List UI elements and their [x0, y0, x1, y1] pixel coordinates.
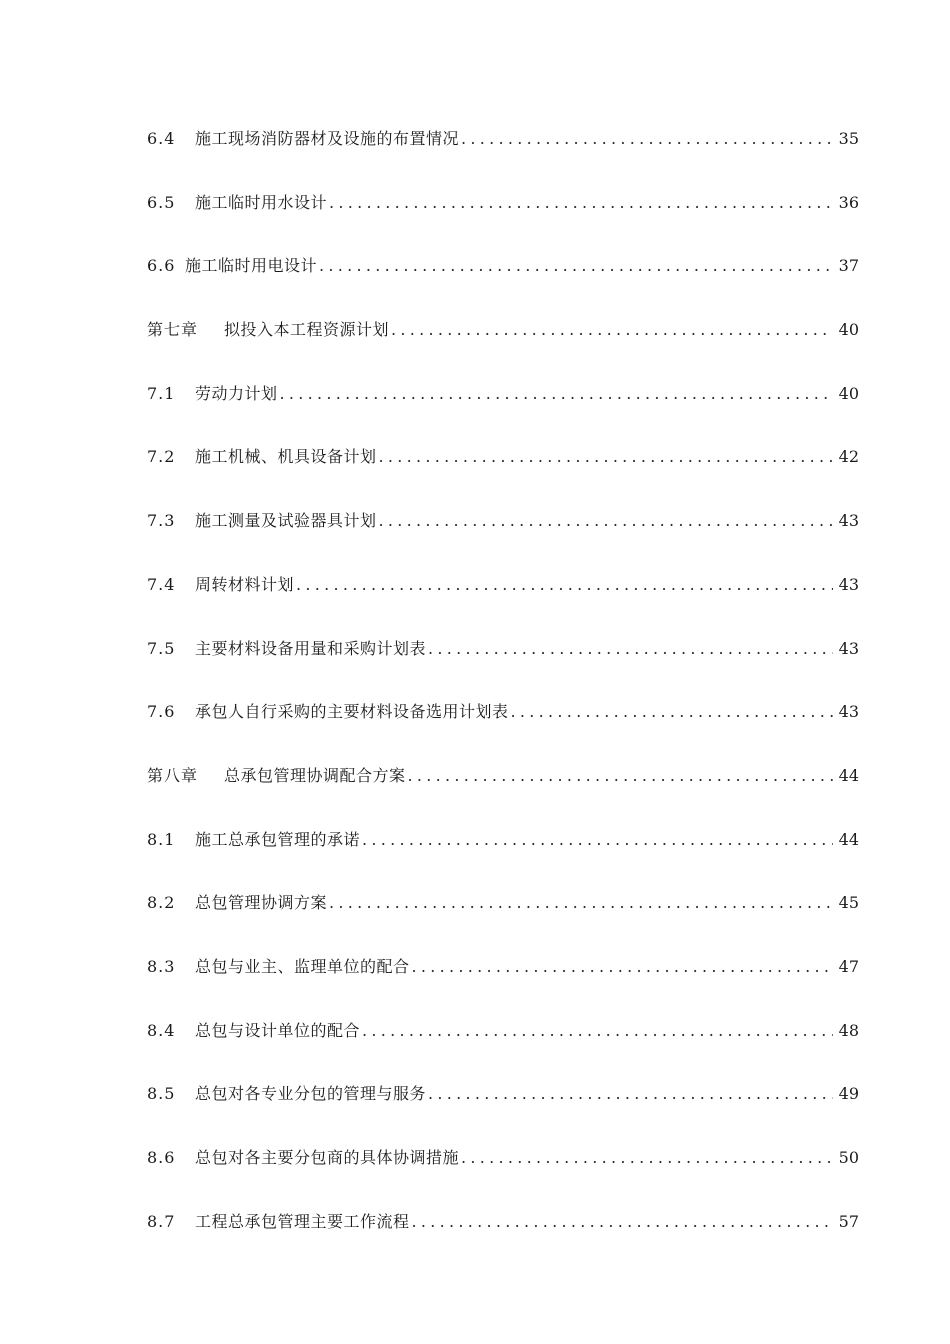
toc-dot-leader: [391, 314, 833, 346]
toc-entry-number: 8.3: [147, 956, 176, 976]
toc-dot-leader: [329, 187, 833, 219]
toc-entry-title: 总包对各主要分包商的具体协调措施: [195, 1148, 460, 1167]
toc-entry[interactable]: [147, 378, 859, 442]
toc-entry-page: 44: [838, 765, 859, 785]
toc-entry-title: 施工总承包管理的承诺: [195, 829, 361, 849]
toc-chapter-entry[interactable]: [147, 314, 859, 378]
toc-entry[interactable]: [147, 1015, 859, 1079]
toc-dot-leader: [408, 760, 833, 792]
toc-dot-leader: [362, 1015, 833, 1047]
toc-entry-number: 7.6: [147, 702, 176, 722]
toc-entry-page: 43: [838, 574, 859, 594]
toc-entry-title: 总包管理协调方案: [195, 893, 328, 913]
toc-entry[interactable]: [147, 505, 859, 569]
toc-entry-title: 主要材料设备用量和采购计划表: [195, 638, 427, 658]
toc-entry-page: 57: [838, 1211, 859, 1231]
toc-entry-title: 总包与设计单位的配合: [195, 1020, 361, 1040]
table-of-contents: [147, 123, 859, 1269]
toc-chapter-title: 总承包管理协调配合方案: [224, 765, 406, 785]
toc-entry-title: 施工临时用水设计: [195, 192, 328, 212]
toc-entry-number: 6.5: [147, 192, 176, 212]
toc-entry[interactable]: [147, 123, 859, 187]
toc-dot-leader: [319, 250, 833, 282]
toc-entry-page: 43: [838, 638, 859, 658]
toc-entry-number: 8.7: [147, 1211, 176, 1231]
toc-entry-title: 施工现场消防器材及设施的布置情况: [195, 129, 460, 148]
toc-entry-title: 施工机械、机具设备计划: [195, 447, 377, 467]
toc-dot-leader: [511, 696, 833, 728]
toc-entry-page: 50: [838, 1148, 859, 1167]
toc-entry[interactable]: [147, 824, 859, 888]
toc-entry[interactable]: [147, 887, 859, 951]
toc-entry[interactable]: [147, 1078, 859, 1142]
toc-chapter-number: 第七章: [147, 320, 199, 340]
toc-dot-leader: [362, 824, 833, 856]
toc-entry-page: 49: [838, 1084, 859, 1104]
toc-entry-number: 6.6: [147, 256, 176, 276]
toc-dot-leader: [428, 1078, 833, 1110]
toc-entry-page: 36: [838, 192, 859, 212]
toc-entry-title: 施工临时用电设计: [185, 256, 318, 276]
toc-entry[interactable]: [147, 441, 859, 505]
toc-dot-leader: [461, 123, 833, 155]
toc-entry-page: 44: [838, 829, 859, 849]
toc-entry-number: 7.3: [147, 511, 176, 531]
toc-entry-number: 8.4: [147, 1020, 176, 1040]
toc-entry-number: 8.1: [147, 829, 176, 849]
toc-entry-page: 42: [838, 447, 859, 467]
toc-entry[interactable]: [147, 187, 859, 251]
toc-entry-number: 7.1: [147, 383, 176, 403]
toc-entry[interactable]: [147, 633, 859, 697]
toc-dot-leader: [428, 633, 833, 665]
toc-entry[interactable]: [147, 569, 859, 633]
toc-entry[interactable]: [147, 696, 859, 760]
toc-entry-page: 37: [838, 256, 859, 276]
toc-entry-title: 总包与业主、监理单位的配合: [195, 956, 410, 976]
toc-entry-number: 6.4: [147, 129, 176, 148]
toc-chapter-title: 拟投入本工程资源计划: [224, 320, 390, 340]
toc-entry[interactable]: [147, 250, 859, 314]
toc-chapter-entry[interactable]: [147, 760, 859, 824]
toc-dot-leader: [412, 1206, 833, 1238]
toc-entry-number: 7.2: [147, 447, 176, 467]
toc-entry-number: 8.2: [147, 893, 176, 913]
toc-entry-title: 施工测量及试验器具计划: [195, 511, 377, 531]
toc-dot-leader: [296, 569, 833, 601]
toc-dot-leader: [329, 887, 833, 919]
toc-entry[interactable]: [147, 951, 859, 1015]
toc-dot-leader: [412, 951, 833, 983]
toc-entry-page: 40: [838, 383, 859, 403]
toc-entry-title: 周转材料计划: [195, 574, 295, 594]
toc-entry-title: 承包人自行采购的主要材料设备选用计划表: [195, 702, 509, 722]
toc-entry-page: 35: [838, 129, 859, 148]
toc-entry-number: 8.5: [147, 1084, 176, 1104]
toc-entry-page: 48: [838, 1020, 859, 1040]
toc-entry-number: 7.4: [147, 574, 176, 594]
toc-entry-number: 8.6: [147, 1148, 176, 1167]
toc-entry-page: 40: [838, 320, 859, 340]
toc-entry-title: 劳动力计划: [195, 383, 278, 403]
toc-entry-title: 总包对各专业分包的管理与服务: [195, 1084, 427, 1104]
toc-entry-number: 7.5: [147, 638, 176, 658]
toc-chapter-number: 第八章: [147, 765, 199, 785]
toc-dot-leader: [379, 441, 833, 473]
toc-entry-page: 45: [838, 893, 859, 913]
toc-entry-page: 47: [838, 956, 859, 976]
toc-dot-leader: [461, 1142, 833, 1174]
toc-entry-page: 43: [838, 702, 859, 722]
toc-entry[interactable]: [147, 1142, 859, 1206]
toc-entry-page: 43: [838, 511, 859, 531]
toc-entry-title: 工程总承包管理主要工作流程: [195, 1211, 410, 1231]
toc-dot-leader: [280, 378, 833, 410]
toc-dot-leader: [379, 505, 833, 537]
toc-entry[interactable]: [147, 1206, 859, 1270]
